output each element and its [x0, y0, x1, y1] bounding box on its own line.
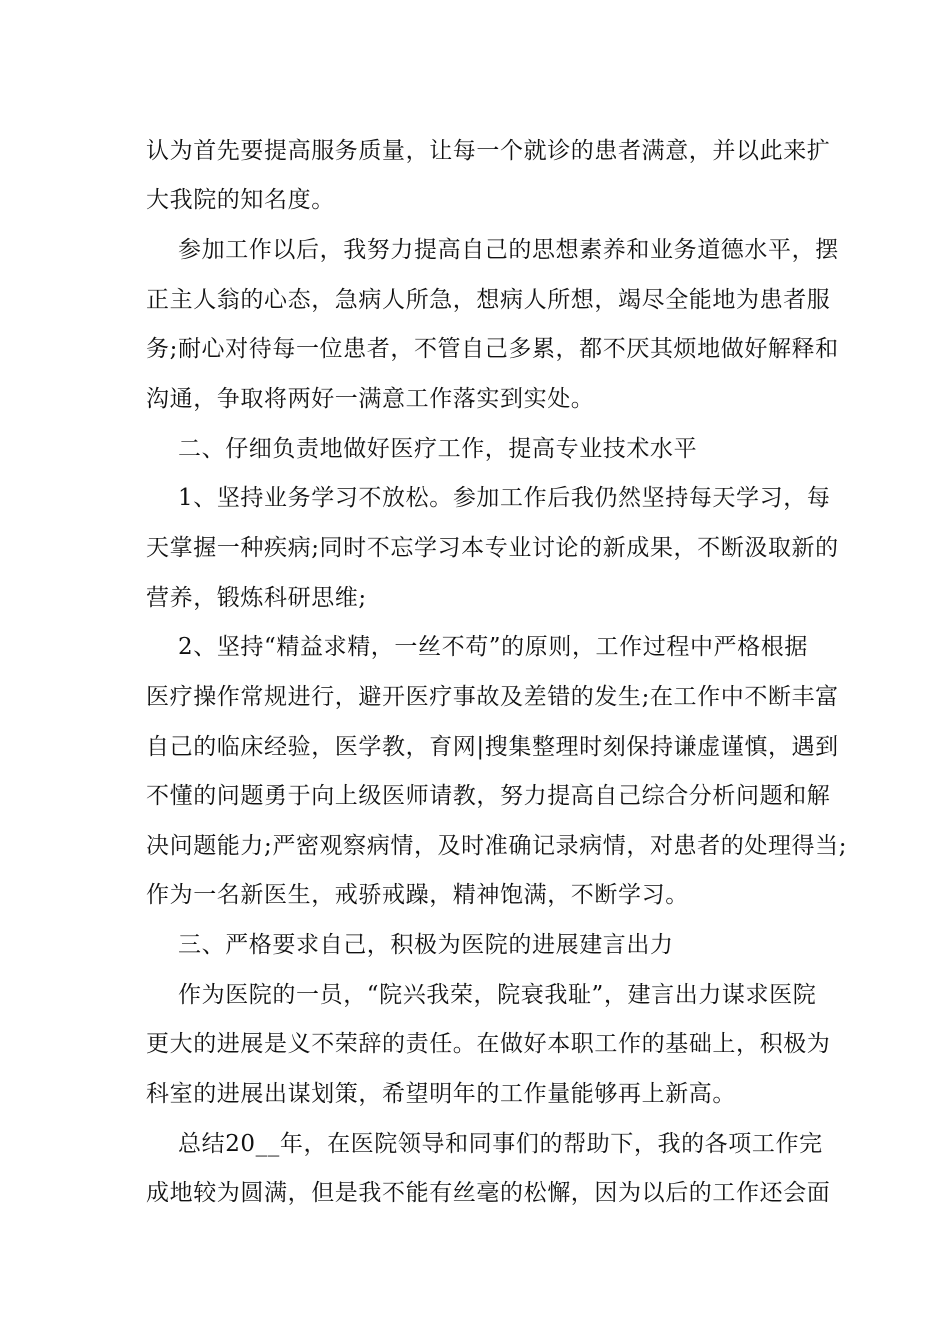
text-line: 务;耐心对待每一位患者，不管自己多累，都不厌其烦地做好解释和	[146, 336, 839, 362]
paragraph-start-line: 1、坚持业务学习不放松。参加工作后我仍然坚持每天学习，每	[178, 485, 831, 511]
text-line: 医疗操作常规进行，避开医疗事故及差错的发生;在工作中不断丰富	[146, 684, 839, 710]
paragraph-start-line: 参加工作以后，我努力提高自己的思想素养和业务道德水平，摆	[178, 237, 839, 263]
paragraph-start-line: 2、坚持“精益求精，一丝不苟”的原则，工作过程中严格根据	[178, 634, 808, 660]
text-line: 天掌握一种疾病;同时不忘学习本专业讨论的新成果，不断汲取新的	[146, 535, 839, 561]
paragraph-start-line: 总结20__年，在医院领导和同事们的帮助下，我的各项工作完	[178, 1131, 823, 1157]
text-line: 更大的进展是义不荣辞的责任。在做好本职工作的基础上，积极为	[146, 1031, 831, 1057]
paragraph-start-line: 作为医院的一员，“院兴我荣，院衰我耻”，建言出力谋求医院	[178, 982, 817, 1008]
text-line: 沟通，争取将两好一满意工作落实到实处。	[146, 386, 595, 412]
text-line: 决问题能力;严密观察病情，及时准确记录病情，对患者的处理得当;	[146, 833, 848, 859]
text-line: 自己的临床经验，医学教，育网|搜集整理时刻保持谦虚谨慎，遇到	[146, 734, 839, 760]
section-heading: 二、仔细负责地做好医疗工作，提高专业技术水平	[178, 436, 698, 462]
text-line: 大我院的知名度。	[146, 187, 335, 213]
text-line: 成地较为圆满，但是我不能有丝毫的松懈，因为以后的工作还会面	[146, 1180, 831, 1206]
text-line: 营养，锻炼科研思维;	[146, 585, 367, 611]
section-heading: 三、严格要求自己，积极为医院的进展建言出力	[178, 932, 674, 958]
text-line: 科室的进展出谋划策，希望明年的工作量能够再上新高。	[146, 1081, 736, 1107]
text-line: 不懂的问题勇于向上级医师请教，努力提高自己综合分析问题和解	[146, 783, 831, 809]
text-line: 认为首先要提高服务质量，让每一个就诊的患者满意，并以此来扩	[146, 138, 831, 164]
text-line: 正主人翁的心态，急病人所急，想病人所想，竭尽全能地为患者服	[146, 287, 831, 313]
text-line: 作为一名新医生，戒骄戒躁，精神饱满，不断学习。	[146, 882, 689, 908]
